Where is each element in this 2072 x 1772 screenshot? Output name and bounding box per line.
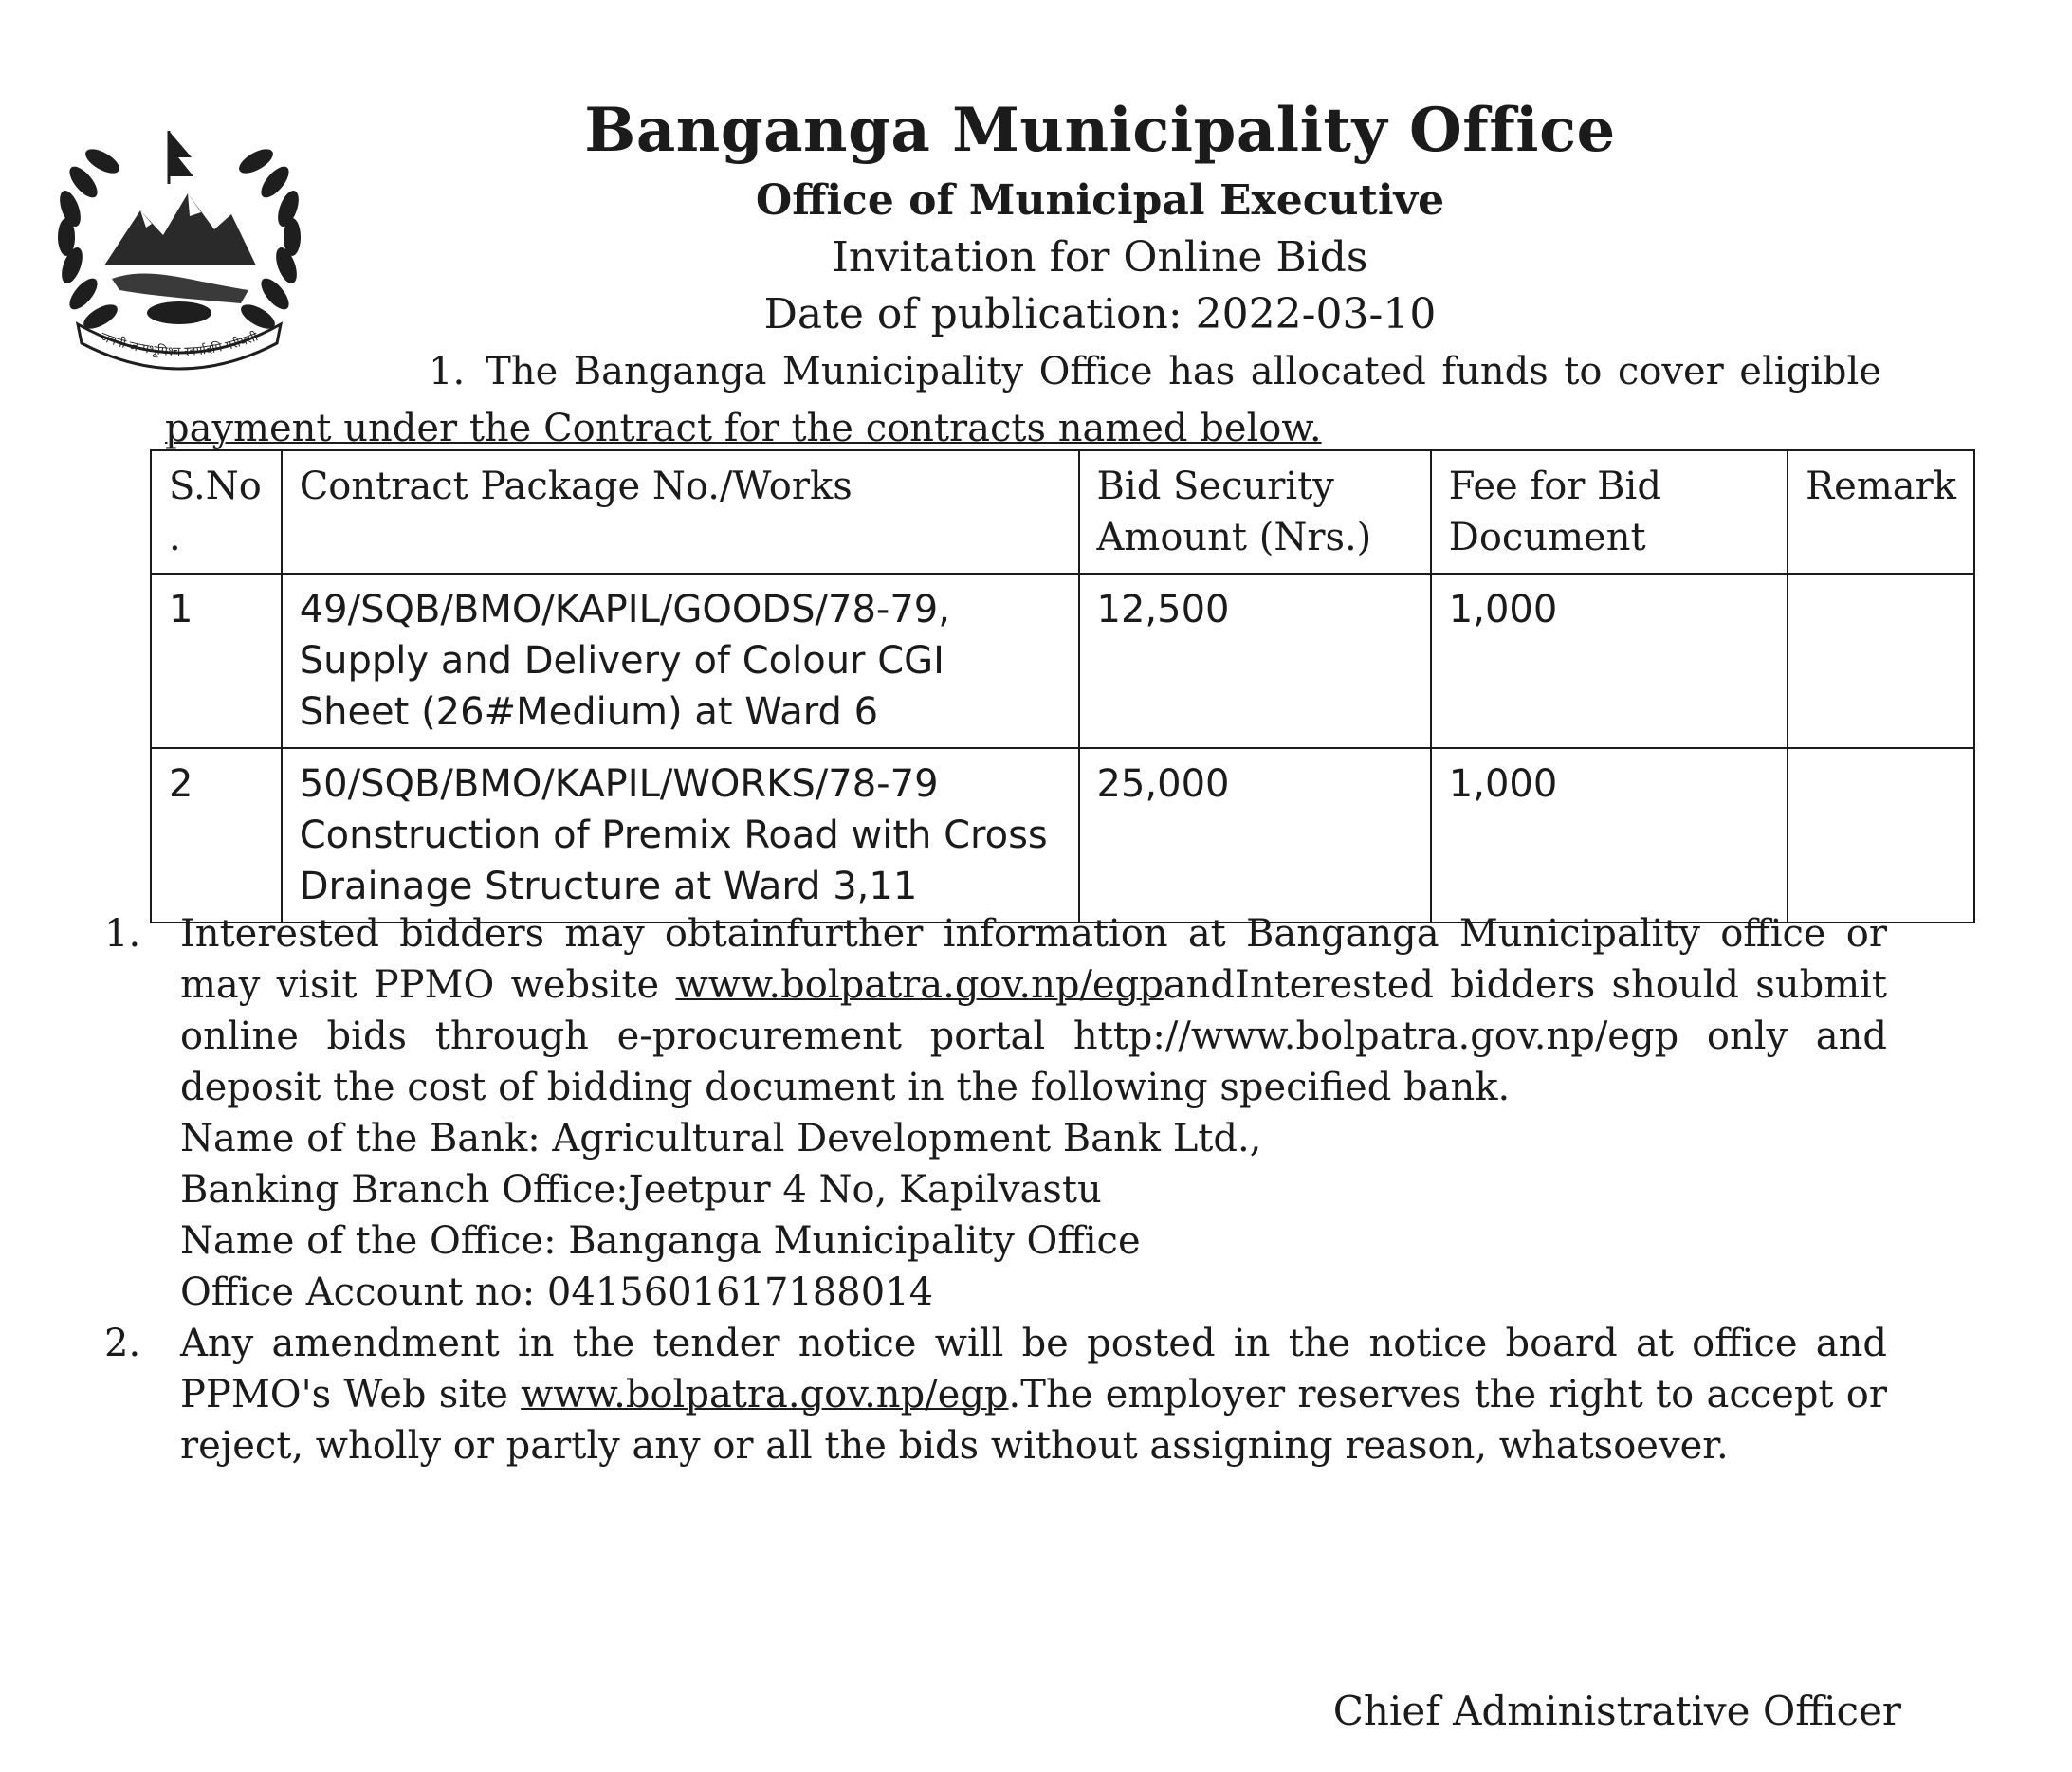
table-row: [151, 574, 1974, 748]
office-account: Office Account no: 0415601617188014: [180, 1270, 934, 1314]
cell-bid-security: 25,000: [1079, 748, 1431, 923]
info-list: [104, 908, 1887, 1471]
cell-works: 50/SQB/BMO/KAPIL/WORKS/78-79 Construction of Premix Road with Cross Drainage Structure at Ward 3,11: [282, 748, 1079, 923]
list-item-number: 2.: [104, 1322, 141, 1365]
intro-number: 1.: [429, 350, 466, 393]
list-item-number: 1.: [104, 912, 141, 956]
cell-bid-security: 12,500: [1079, 574, 1431, 748]
cell-sno: 1: [151, 574, 282, 748]
signature-title: Chief Administrative Officer: [1332, 1688, 1901, 1734]
list-item: [104, 1318, 1887, 1471]
cell-remark: [1788, 574, 1974, 748]
header-sno: S.No .: [151, 450, 282, 574]
info-text: .The employer reserves the right to accept or reject, wholly or partly any or all the bids without assigning reason, whatsoever.: [180, 1373, 1887, 1468]
intro-paragraph: [165, 343, 1881, 457]
intro-text-part1: The Banganga Municipality Office has allocated funds to cover eligible: [486, 350, 1881, 393]
ppmo-website-link[interactable]: www.bolpatra.gov.np/egp: [675, 963, 1164, 1007]
page-title: Banganga Municipality Office: [584, 95, 1616, 166]
list-item: [104, 908, 1887, 1318]
header-works: Contract Package No./Works: [282, 450, 1079, 574]
cell-fee: 1,000: [1431, 748, 1788, 923]
cell-fee: 1,000: [1431, 574, 1788, 748]
info-text: Any amendment in the tender notice will be posted in the notice board at office and PPMO's Web site: [180, 1322, 1887, 1416]
intro-text-part2: payment under the Contract for the contracts named below.: [165, 407, 1322, 450]
publication-date: Date of publication: 2022-03-10: [763, 290, 1437, 338]
contracts-table: [150, 449, 1975, 923]
table-row: [151, 748, 1974, 923]
header-fee: Fee for Bid Document: [1431, 450, 1788, 574]
nepal-emblem-icon: [46, 123, 313, 379]
emblem-ribbon-text: जननी जन्मभूमिश्च स्वर्गादपि गरीयसी: [98, 330, 261, 360]
ppmo-website-link[interactable]: www.bolpatra.gov.np/egp: [521, 1373, 1009, 1416]
cell-sno: 2: [151, 748, 282, 923]
cell-remark: [1788, 748, 1974, 923]
cell-works: 49/SQB/BMO/KAPIL/GOODS/78-79, Supply and Delivery of Colour CGI Sheet (26#Medium) at Ward 6: [282, 574, 1079, 748]
info-text: andInterested bidders should submit online bids through e-procurement portal http://www.bolpatra.gov.np/egp only and deposit the cost of bidding document in the following specified bank.: [180, 963, 1887, 1109]
bank-branch: Banking Branch Office:Jeetpur 4 No, Kapilvastu: [180, 1168, 1102, 1212]
bank-name: Name of the Bank: Agricultural Development Bank Ltd.,: [180, 1117, 1262, 1160]
notice-heading: Invitation for Online Bids: [832, 233, 1368, 282]
info-text: Interested bidders may obtainfurther information at Banganga Municipality office or may visit PPMO website: [180, 912, 1887, 1007]
office-name: Name of the Office: Banganga Municipality Office: [180, 1219, 1141, 1263]
table-header-row: [151, 450, 1974, 574]
header-bid-security: Bid Security Amount (Nrs.): [1079, 450, 1431, 574]
office-subtitle: Office of Municipal Executive: [755, 176, 1445, 225]
header-remark: Remark: [1788, 450, 1974, 574]
